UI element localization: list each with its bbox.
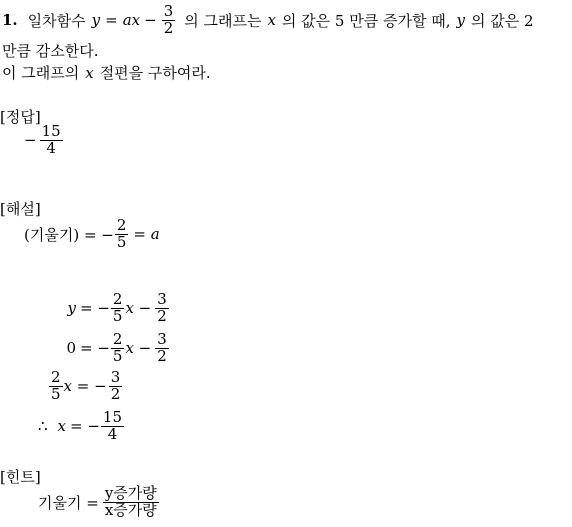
- row3-fn: 2: [51, 368, 61, 386]
- frac-num: 3: [163, 2, 174, 20]
- problem-line-2: 만큼 감소한다.: [2, 42, 99, 60]
- solution-label: [해설]: [0, 200, 41, 218]
- problem-number: 1.: [2, 11, 18, 30]
- row4-lhs: x: [57, 417, 67, 436]
- row1-f1n: 2: [112, 290, 123, 308]
- hint-fraction: [103, 486, 159, 519]
- var-y: y: [91, 11, 101, 30]
- row2-after: x −: [125, 339, 152, 358]
- row1-f2n: 3: [157, 290, 167, 308]
- hint-formula: [38, 486, 160, 519]
- row3-frac2: [109, 370, 123, 403]
- slope-tail: = a: [133, 225, 160, 244]
- problem-text-2: 의 그래프는: [184, 11, 262, 30]
- row3-f2n: 3: [110, 368, 121, 386]
- row4-fd: 4: [107, 424, 118, 443]
- row1-f2d: 2: [157, 306, 167, 325]
- row2-frac1: [111, 332, 125, 365]
- slope-fraction: [115, 218, 129, 251]
- row1-after: x −: [125, 299, 152, 318]
- hint-den: x증가량: [104, 500, 157, 519]
- var-ax: ax: [122, 11, 141, 30]
- row2-f2d: 2: [157, 346, 167, 365]
- answer-num: 15: [41, 122, 61, 140]
- row1-f1d: 5: [112, 306, 123, 325]
- fraction-3-2: [162, 4, 176, 37]
- problem-text-5: 이 그래프의: [2, 64, 80, 82]
- answer-sign: −: [24, 131, 37, 150]
- problem-text-3: 의 값은 5 만큼 증가할 때,: [281, 11, 451, 30]
- row3-frac1: [49, 370, 63, 403]
- solution-row-2: [0, 332, 200, 365]
- row2-f2n: 3: [157, 330, 167, 348]
- frac-den: 2: [163, 18, 174, 37]
- minus-sign: −: [144, 11, 157, 30]
- solution-row-4: [38, 410, 125, 443]
- answer-den: 4: [46, 138, 56, 157]
- row3-tail: x = −: [63, 377, 107, 396]
- row2-lhs: 0: [66, 339, 76, 358]
- var-y2: y: [456, 11, 465, 30]
- row4-fn: 15: [102, 408, 123, 426]
- row4-mid: = −: [70, 417, 100, 436]
- problem-line-3: [2, 62, 211, 83]
- eq-sign: =: [105, 11, 118, 30]
- hint-num: y증가량: [104, 484, 157, 502]
- hint-label: [힌트]: [0, 468, 41, 486]
- answer-fraction: [40, 124, 63, 157]
- therefore-symbol: ∴: [38, 417, 48, 436]
- problem-text-4: 의 값은 2: [470, 11, 534, 30]
- row2-f1d: 5: [112, 346, 123, 365]
- slope-text: (기울기) = −: [24, 225, 114, 244]
- row1-mid: = −: [80, 299, 110, 318]
- row3-f2d: 2: [110, 384, 121, 403]
- slope-den: 5: [116, 232, 127, 251]
- var-x2: x: [85, 63, 94, 82]
- answer-value: [24, 124, 64, 157]
- row1-frac2: [155, 292, 169, 325]
- row2-f1n: 2: [112, 330, 123, 348]
- row4-frac: [101, 410, 124, 443]
- row3-fd: 5: [51, 384, 61, 403]
- var-x: x: [267, 11, 276, 30]
- row1-frac1: [111, 292, 125, 325]
- solution-row-3: [48, 370, 123, 403]
- problem-line-1: [2, 4, 534, 37]
- problem-text-6: 절편을 구하여라.: [99, 64, 211, 82]
- row1-lhs: y: [67, 299, 76, 318]
- row2-mid: = −: [80, 339, 110, 358]
- row2-frac2: [155, 332, 169, 365]
- problem-text-1: 일차함수: [27, 11, 86, 30]
- solution-row-1: [0, 292, 200, 325]
- slope-num: 2: [116, 216, 127, 234]
- solution-slope: [24, 218, 160, 251]
- answer-label: [정답]: [0, 108, 41, 126]
- hint-lhs: 기울기 =: [38, 493, 99, 512]
